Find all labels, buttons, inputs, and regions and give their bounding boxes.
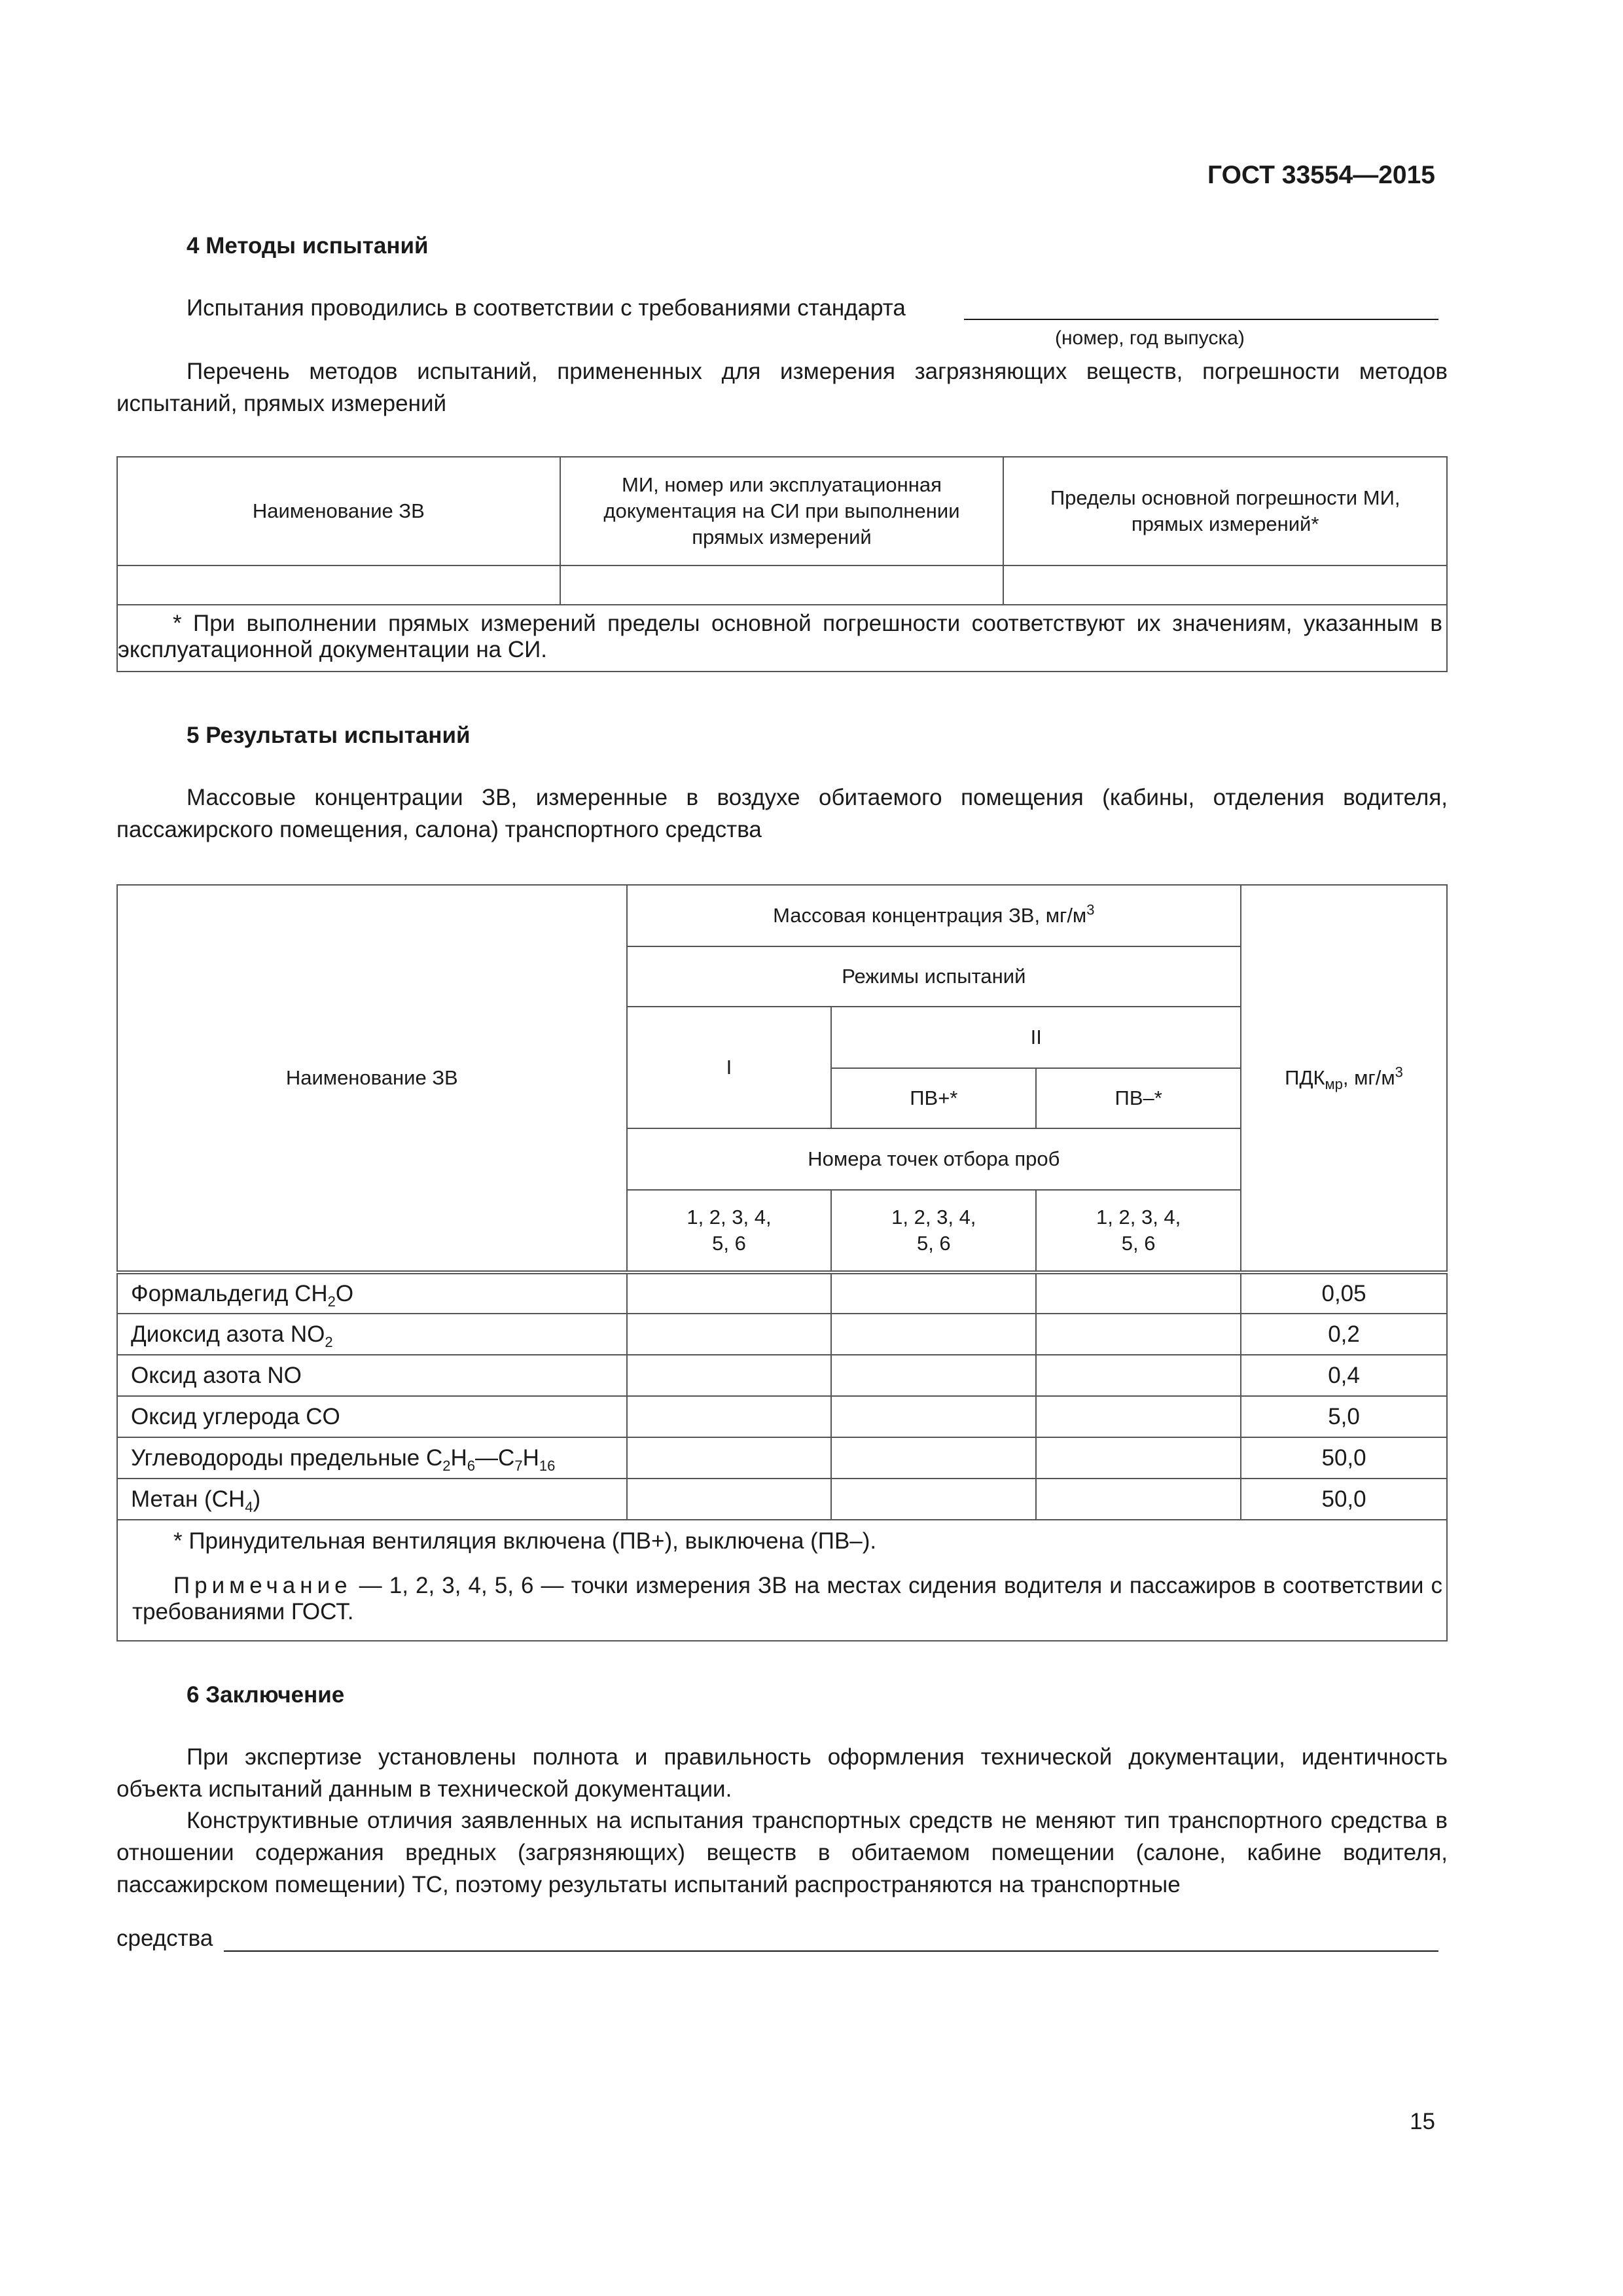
pdk-value: 0,05	[1241, 1272, 1447, 1314]
section-6-para1: При экспертизе установлены полнота и правильность оформления технической документации, идентичность объекта испытаний данным в технической документации.	[116, 1744, 1448, 1802]
methods-table-cell	[560, 565, 1004, 605]
results-header-mode-1: I	[627, 1007, 832, 1128]
section-6-para2: Конструктивные отличия заявленных на испытания транспортных средств не меняют тип транспортного средства в отношении содержания вредных (загрязняющих) веществ в обитаемом помещении (салоне, кабине водителя, пассажирском помещении) ТС, поэтому результаты испытаний распространяются на транспортные	[116, 1808, 1448, 1897]
methods-table-header-name: Наименование ЗВ	[117, 457, 560, 565]
page-number: 15	[1410, 2109, 1435, 2134]
table-row	[117, 1396, 1447, 1437]
results-header-modes: Режимы испытаний	[627, 946, 1241, 1007]
value-cell	[627, 1479, 832, 1520]
methods-table-footnote: * При выполнении прямых измерений пределы основной погрешности соответствуют их значениям, указанным в эксплуатационной документации на СИ.	[117, 605, 1447, 672]
value-cell	[831, 1272, 1036, 1314]
table-row	[117, 1479, 1447, 1520]
document-id: ГОСТ 33554—2015	[1207, 161, 1435, 189]
pdk-value: 50,0	[1241, 1437, 1447, 1479]
table-row	[117, 1355, 1447, 1396]
table-row	[117, 1272, 1447, 1314]
substance-name: Метан $(CH_4)$	[117, 1479, 627, 1520]
results-header-pv-plus: ПВ+*	[831, 1068, 1036, 1128]
value-cell	[627, 1355, 832, 1396]
results-points-pv-plus: 1, 2, 3, 4, 5, 6	[831, 1190, 1036, 1272]
note-label: Примечание	[173, 1573, 352, 1598]
value-cell	[1036, 1272, 1241, 1314]
methods-table-header-limits: Пределы основной погрешности МИ, прямых измерений*	[1003, 457, 1447, 565]
standard-blank-caption: (номер, год выпуска)	[1055, 327, 1245, 349]
section-5-title: 5 Результаты испытаний	[187, 723, 471, 748]
results-header-points: Номера точек отбора проб	[627, 1128, 1241, 1190]
results-header-name: Наименование ЗВ	[117, 885, 627, 1272]
value-cell	[831, 1479, 1036, 1520]
value-cell	[627, 1396, 832, 1437]
methods-table-header-doc: МИ, номер или эксплуатационная документация на СИ при выполнении прямых измерений	[560, 457, 1004, 565]
results-table-notes	[117, 1520, 1447, 1641]
value-cell	[1036, 1479, 1241, 1520]
substance-name: Диоксид азота $NO_2$	[117, 1314, 627, 1355]
results-header-pdk: $ПДК_{мр}$, $мг/м^3$	[1241, 885, 1447, 1272]
table-row	[117, 1314, 1447, 1355]
section-5-para1: Массовые концентрации ЗВ, измеренные в воздухе обитаемого помещения (кабины, отделения водителя, пассажирского помещения, салона) транспортного средства	[116, 785, 1448, 842]
section-4-para2: Перечень методов испытаний, примененных для измерения загрязняющих веществ, погрешности методов испытаний, прямых измерений	[116, 359, 1448, 416]
ventilation-footnote: * Принудительная вентиляция включена (ПВ+), выключена (ПВ–).	[173, 1528, 877, 1554]
value-cell	[831, 1314, 1036, 1355]
substance-name: Оксид углерода CO	[117, 1396, 627, 1437]
value-cell	[831, 1355, 1036, 1396]
results-header-pv-minus: ПВ–*	[1036, 1068, 1241, 1128]
table-row	[117, 1437, 1447, 1479]
results-header-concentration: Массовая концентрация ЗВ, $мг/м^3$	[627, 885, 1241, 946]
substance-name: Формальдегид $CH_2O$	[117, 1272, 627, 1314]
methods-table-cell	[117, 565, 560, 605]
value-cell	[831, 1437, 1036, 1479]
value-cell	[627, 1314, 832, 1355]
methods-table-cell	[1003, 565, 1447, 605]
standard-blank-line	[964, 319, 1438, 320]
value-cell	[1036, 1314, 1241, 1355]
pdk-value: 0,2	[1241, 1314, 1447, 1355]
section-4-para1: Испытания проводились в соответствии с требованиями стандарта	[187, 295, 906, 321]
value-cell	[1036, 1355, 1241, 1396]
value-cell	[1036, 1437, 1241, 1479]
results-header-mode-2: II	[831, 1007, 1241, 1068]
value-cell	[831, 1396, 1036, 1437]
results-table	[116, 884, 1448, 1641]
results-points-pv-minus: 1, 2, 3, 4, 5, 6	[1036, 1190, 1241, 1272]
methods-table	[116, 456, 1448, 672]
vehicles-blank-line	[224, 1950, 1438, 1952]
substance-name: Оксид азота NO	[117, 1355, 627, 1396]
note-text: — 1, 2, 3, 4, 5, 6 — точки измерения ЗВ на местах сидения водителя и пассажиров в соответствии с требованиями ГОСТ.	[132, 1573, 1442, 1624]
results-points-mode-1: 1, 2, 3, 4, 5, 6	[627, 1190, 832, 1272]
substance-name: Углеводороды предельные $C_2H_6—C_7H_{16}$	[117, 1437, 627, 1479]
section-6-title: 6 Заключение	[187, 1682, 345, 1708]
section-6-para3: средства	[116, 1926, 213, 1951]
pdk-value: 5,0	[1241, 1396, 1447, 1437]
table-note	[132, 1573, 1442, 1625]
value-cell	[1036, 1396, 1241, 1437]
value-cell	[627, 1272, 832, 1314]
pdk-value: 50,0	[1241, 1479, 1447, 1520]
pdk-value: 0,4	[1241, 1355, 1447, 1396]
value-cell	[627, 1437, 832, 1479]
section-4-title: 4 Методы испытаний	[187, 233, 429, 259]
